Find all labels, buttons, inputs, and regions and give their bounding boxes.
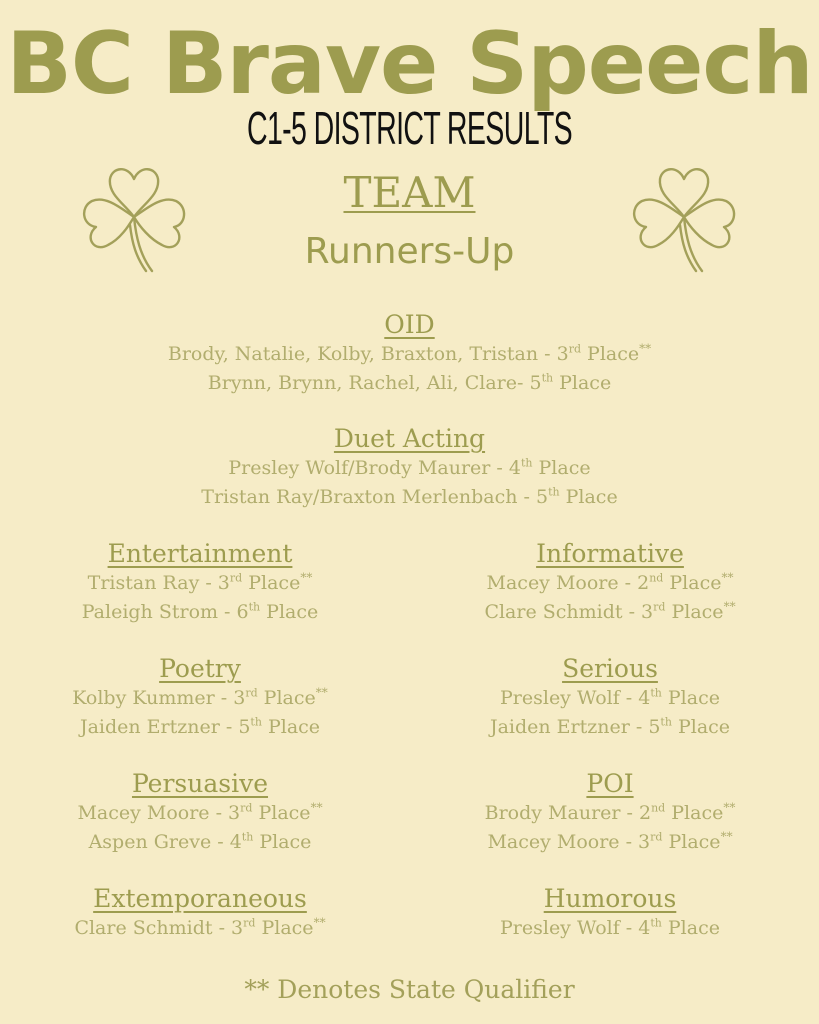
entry-text: Aspen Greve - 4 [88, 831, 242, 853]
entry-ordinal: rd [650, 830, 663, 844]
entry-suffix: Place [257, 687, 316, 709]
result-entry [450, 598, 770, 627]
entry-text: Brody, Natalie, Kolby, Braxton, Tristan - 3 [167, 343, 569, 365]
state-qualifier-mark: ** [315, 685, 328, 700]
result-entry [40, 713, 360, 742]
entry-suffix: Place [665, 802, 724, 824]
entry-ordinal: th [248, 600, 261, 614]
entry-text: Brynn, Brynn, Rachel, Ali, Clare- 5 [207, 372, 542, 394]
result-entry [0, 340, 819, 369]
entry-text: Brody Maurer - 2 [484, 802, 652, 824]
section-extemporaneous [40, 884, 360, 943]
section-heading: Persuasive [131, 769, 269, 798]
entry-ordinal: rd [245, 686, 258, 700]
section-poi [450, 769, 770, 857]
entry-text: Clare Schmidt - 3 [484, 601, 654, 623]
section-poetry [40, 654, 360, 742]
entry-suffix: Place [242, 572, 301, 594]
entry-suffix: Place [252, 802, 311, 824]
entry-ordinal: th [650, 916, 662, 930]
section-heading: Entertainment [107, 539, 293, 568]
section-oid [0, 310, 819, 398]
entry-ordinal: nd [651, 801, 666, 815]
section-persuasive [40, 769, 360, 857]
entry-ordinal: rd [229, 571, 243, 585]
section-heading: Informative [536, 539, 684, 568]
team-result: Runners-Up [304, 231, 515, 272]
entry-suffix: Place [253, 831, 312, 853]
section-heading: Poetry [159, 654, 241, 683]
entry-suffix: Place [663, 572, 722, 594]
entry-text: Tristan Ray - 3 [87, 572, 230, 594]
section-heading: Duet Acting [333, 424, 486, 453]
entry-ordinal: rd [653, 600, 666, 614]
entry-text: Presley Wolf - 4 [500, 917, 651, 939]
result-entry [450, 713, 770, 742]
entry-ordinal: th [250, 715, 262, 729]
entry-suffix: Place [553, 372, 612, 394]
entry-suffix: Place [661, 917, 720, 939]
entry-ordinal: th [541, 371, 554, 385]
entry-text: Presley Wolf - 4 [500, 687, 651, 709]
entry-text: Jaiden Ertzner - 5 [79, 716, 251, 738]
entry-text: Tristan Ray/Braxton Merlenbach - 5 [201, 486, 549, 508]
entry-ordinal: rd [243, 916, 256, 930]
entry-suffix: Place [260, 601, 319, 623]
state-qualifier-mark: ** [639, 341, 652, 356]
result-entry [450, 914, 770, 943]
page-subtitle: C1-5 DISTRICT RESULTS [246, 102, 573, 154]
entry-ordinal: th [241, 830, 254, 844]
entry-suffix: Place [581, 343, 640, 365]
entry-text: Clare Schmidt - 3 [74, 917, 244, 939]
entry-ordinal: th [548, 485, 560, 499]
result-entry [40, 684, 360, 713]
section-heading: Extemporaneous [93, 884, 307, 913]
entry-text: Macey Moore - 3 [487, 831, 651, 853]
state-qualifier-mark: ** [723, 800, 736, 815]
section-heading: POI [586, 769, 634, 798]
state-qualifier-mark: ** [300, 570, 313, 585]
entry-suffix: Place [671, 716, 731, 738]
team-label: TEAM [343, 168, 476, 217]
entry-ordinal: th [520, 456, 533, 470]
section-serious [450, 654, 770, 742]
section-entertainment [40, 539, 360, 627]
section-informative [450, 539, 770, 627]
entry-text: Kolby Kummer - 3 [72, 687, 246, 709]
result-entry [40, 914, 360, 943]
result-entry [40, 598, 360, 627]
state-qualifier-mark: ** [723, 599, 736, 614]
entry-text: Presley Wolf/Brody Maurer - 4 [228, 457, 521, 479]
entry-suffix: Place [661, 687, 720, 709]
section-heading: Humorous [543, 884, 677, 913]
entry-suffix: Place [255, 917, 314, 939]
section-heading: OID [384, 310, 435, 339]
result-entry [0, 454, 819, 483]
page-title: BC Brave Speech [6, 14, 813, 114]
result-entry [450, 799, 770, 828]
result-entry [450, 828, 770, 857]
footer-note: ** Denotes State Qualifier [244, 975, 575, 1004]
result-entry [450, 569, 770, 598]
entry-suffix: Place [665, 601, 724, 623]
state-qualifier-mark: ** [721, 570, 734, 585]
result-entry [40, 569, 360, 598]
entry-suffix: Place [662, 831, 721, 853]
entry-ordinal: rd [240, 801, 253, 815]
entry-text: Macey Moore - 2 [486, 572, 650, 594]
entry-ordinal: th [660, 715, 672, 729]
section-duet-acting [0, 424, 819, 512]
entry-suffix: Place [559, 486, 618, 508]
entry-ordinal: nd [649, 571, 664, 585]
entry-ordinal: rd [568, 342, 581, 356]
entry-ordinal: th [650, 686, 662, 700]
result-entry [0, 483, 819, 512]
result-entry [450, 684, 770, 713]
entry-text: Macey Moore - 3 [77, 802, 241, 824]
section-humorous [450, 884, 770, 943]
entry-suffix: Place [532, 457, 591, 479]
entry-text: Jaiden Ertzner - 5 [489, 716, 661, 738]
state-qualifier-mark: ** [313, 915, 326, 930]
entry-text: Paleigh Strom - 6 [81, 601, 249, 623]
result-entry [40, 799, 360, 828]
result-entry [40, 828, 360, 857]
result-entry [0, 369, 819, 398]
state-qualifier-mark: ** [720, 829, 733, 844]
entry-suffix: Place [261, 716, 321, 738]
state-qualifier-mark: ** [310, 800, 323, 815]
section-heading: Serious [562, 654, 658, 683]
